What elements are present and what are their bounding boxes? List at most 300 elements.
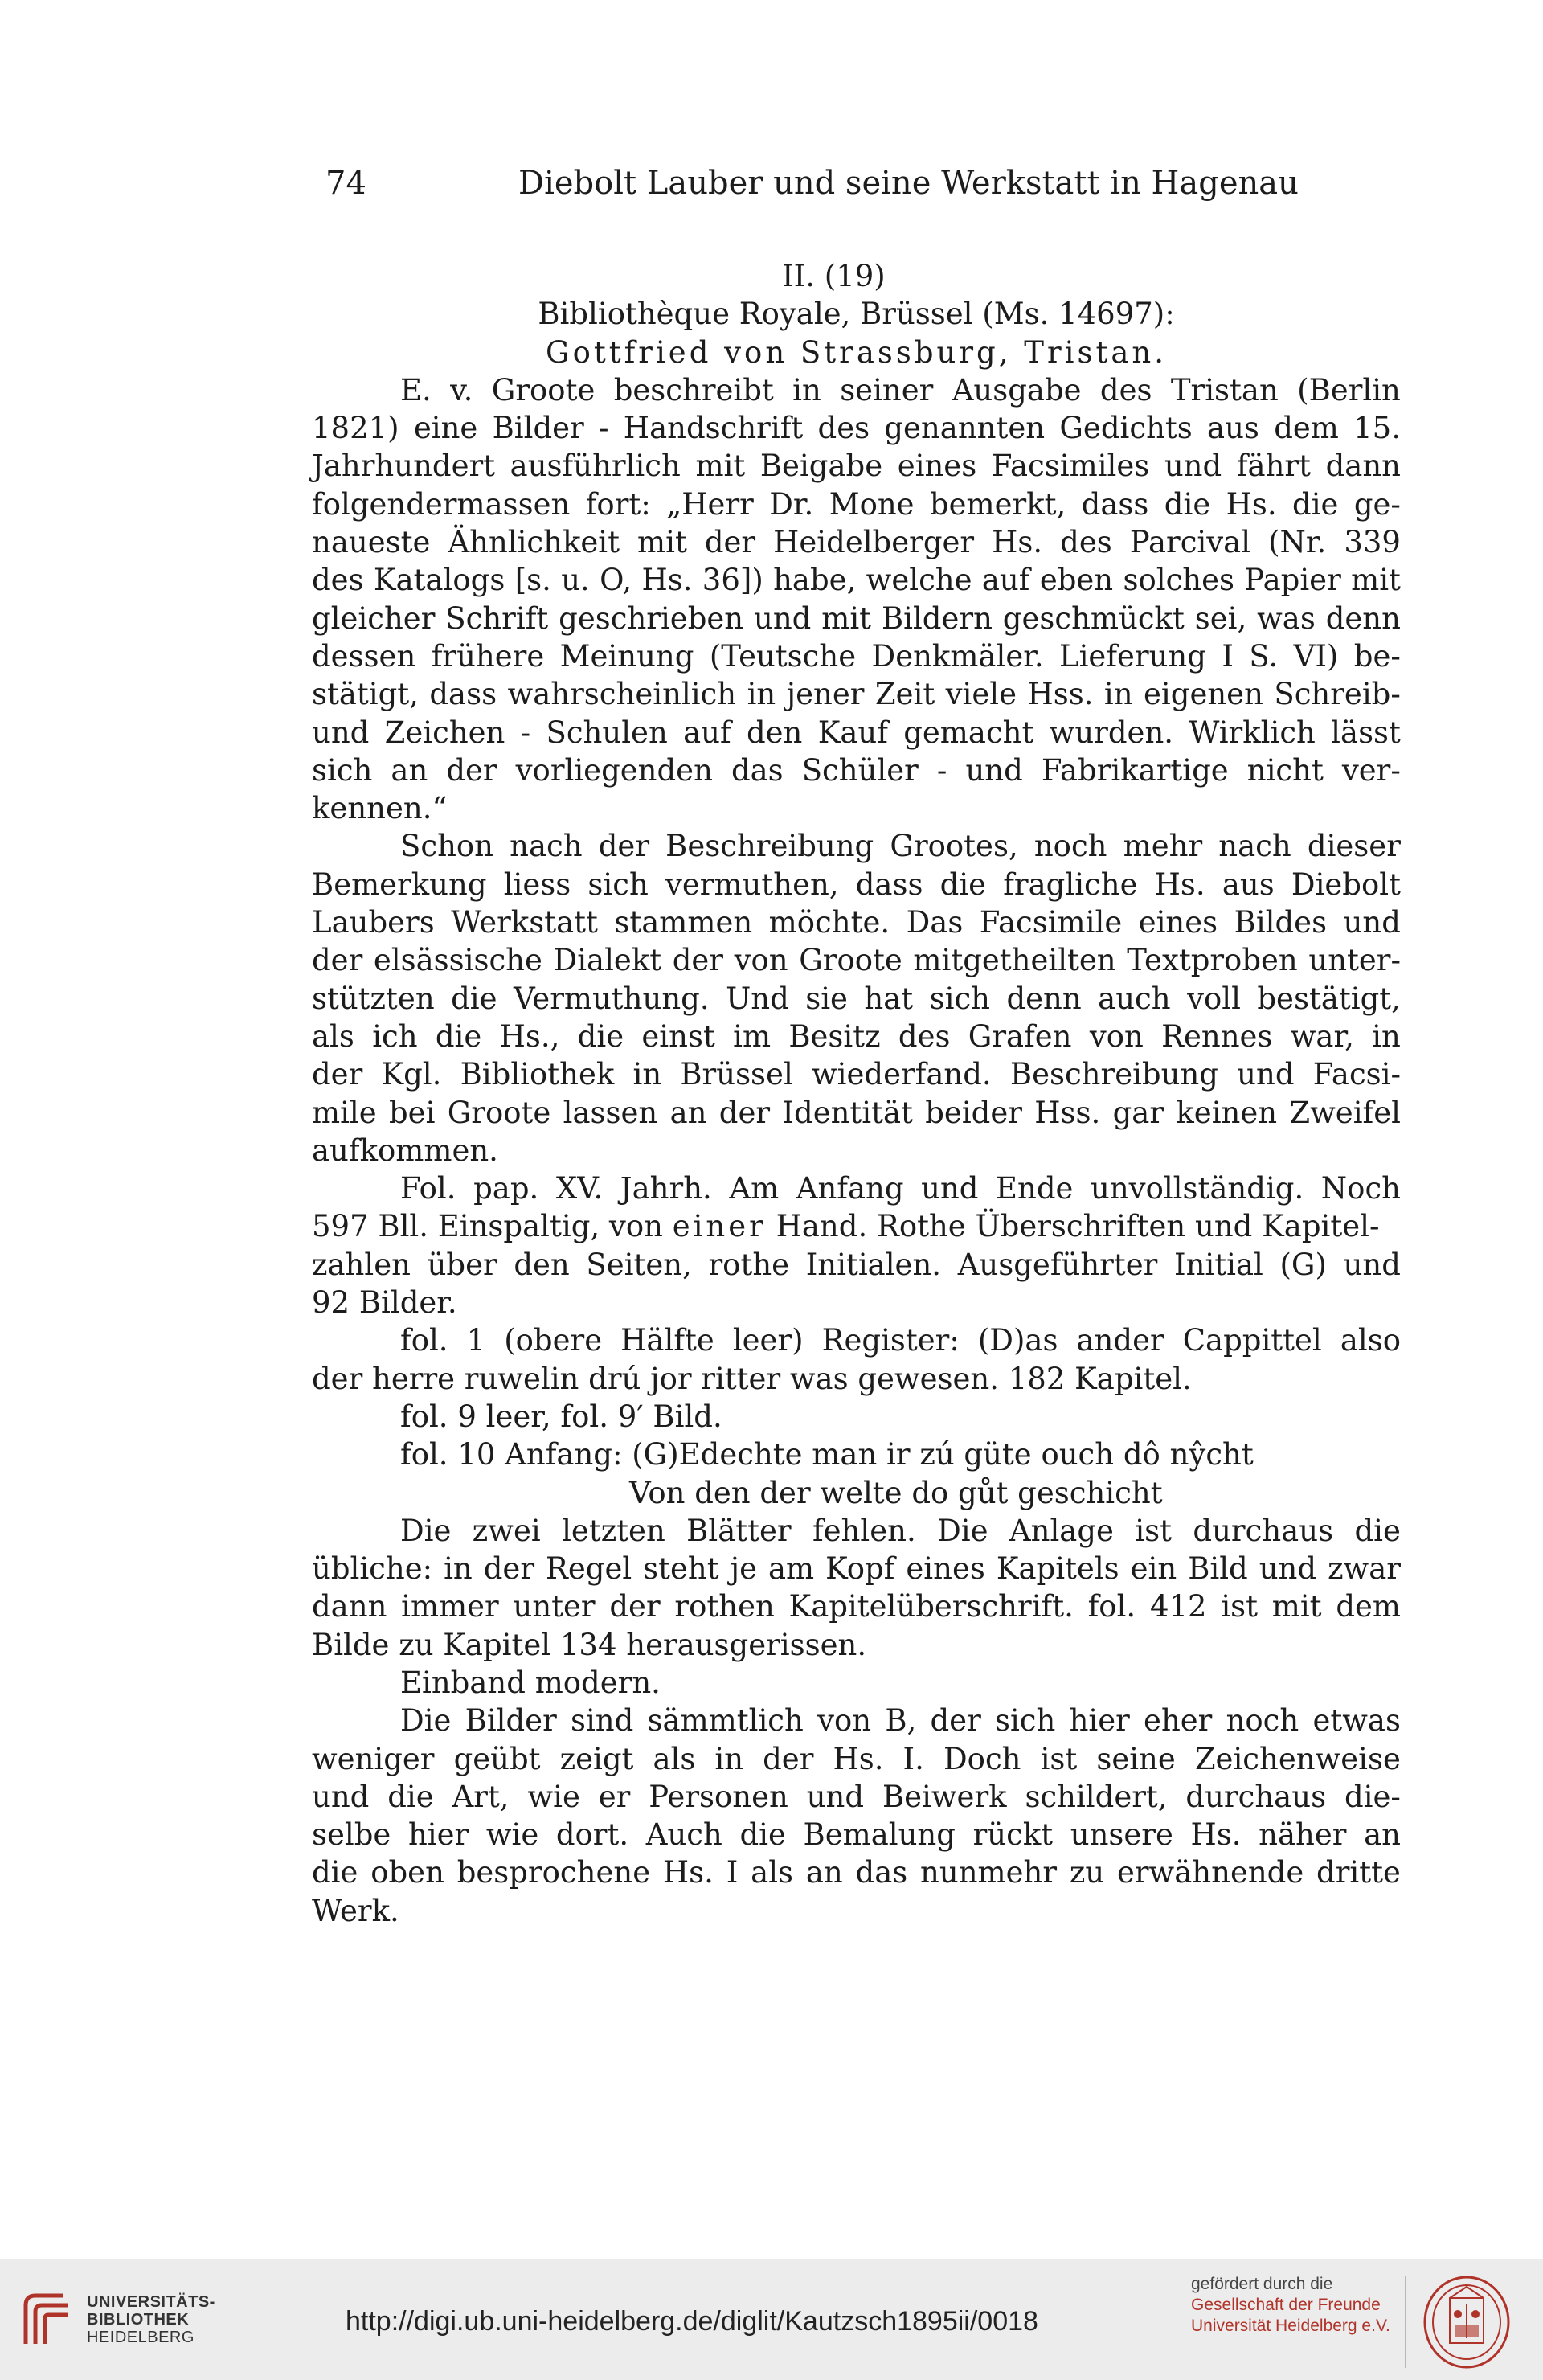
binding-note: Einband modern. [400, 1665, 661, 1700]
word: ist [1135, 1513, 1173, 1548]
word: sind [570, 1703, 634, 1739]
word: stammen [614, 905, 753, 940]
word: die [739, 1817, 786, 1853]
page-header [325, 165, 1398, 213]
word: Dialekt [553, 943, 662, 978]
library-name [87, 2293, 215, 2346]
word: und [965, 752, 1023, 788]
text-line: Bilde zu Kapitel 134 herausgerissen. [312, 1627, 867, 1662]
word: Anfang [796, 1171, 904, 1206]
word: wie [485, 1817, 539, 1853]
library-heading: Bibliothèque Royale, Brüssel (Ms. 14697): [538, 297, 1175, 332]
word: Die [400, 1513, 452, 1548]
word: den [746, 715, 803, 750]
word: Initialen. [805, 1247, 942, 1282]
word: sei, [1194, 600, 1247, 636]
paragraph-2 [312, 827, 1401, 1170]
word: ein [1130, 1551, 1177, 1587]
word: (Teutsche [709, 638, 857, 674]
word: der [609, 1589, 661, 1624]
word: in [632, 1057, 662, 1092]
word: Katalogs [373, 563, 505, 598]
word: möchte. [768, 905, 890, 940]
word: 36]) [702, 563, 763, 598]
word: 15. [1353, 411, 1401, 446]
word: über [427, 1247, 497, 1282]
library-name-line: HEIDELBERG [87, 2329, 194, 2346]
text-line [312, 675, 1401, 713]
word: Zeichen [384, 715, 505, 750]
word: von [1089, 1018, 1144, 1054]
word: Kopf [825, 1551, 895, 1587]
text-line [312, 447, 1401, 485]
word: am [767, 1551, 815, 1587]
text-line: aufkommen. [312, 1133, 498, 1168]
word: fährt [1236, 449, 1311, 484]
text-line [312, 637, 1401, 675]
word: Jahrh. [620, 1171, 712, 1206]
word: Groote [491, 372, 596, 408]
word: I [726, 1855, 739, 1890]
word: 1 [466, 1323, 486, 1358]
word: nunmehr [920, 1855, 1058, 1890]
word: fragliche [1003, 866, 1138, 902]
word: Beschreibung [1009, 1057, 1218, 1092]
word: geübt [453, 1741, 541, 1776]
word: dessen [312, 638, 416, 674]
text-line: Werk. [312, 1893, 399, 1928]
word: S. [1249, 638, 1279, 674]
word: keinen [1176, 1095, 1278, 1130]
sponsor-credit [1191, 2274, 1400, 2337]
text-line: 92 Bilder. [312, 1285, 457, 1321]
word: Dr. [769, 486, 814, 522]
word: E. [400, 372, 432, 408]
word: von [734, 943, 788, 978]
text-line [312, 1702, 1401, 1739]
work-title: Gottfried von Strassburg, Tristan. [546, 334, 1167, 370]
word: steht [643, 1551, 719, 1587]
word: ist [1040, 1741, 1078, 1776]
word: mehr [1123, 829, 1203, 864]
word: vorliegenden [515, 752, 713, 788]
word: B, [885, 1703, 917, 1739]
word: Blätter [686, 1513, 792, 1548]
word: und [806, 1779, 865, 1814]
word: 412 [1149, 1589, 1207, 1624]
sponsor-intro: gefördert durch die [1191, 2275, 1333, 2293]
word: die [1292, 486, 1339, 522]
library-name-line: UNIVERSITÄTS- [87, 2293, 215, 2311]
word: und [1259, 1551, 1317, 1587]
word: Bilder [465, 1703, 557, 1739]
word: Noch [1320, 1171, 1401, 1206]
word: denn [1006, 981, 1082, 1016]
word: der [704, 525, 756, 560]
text-line [312, 1854, 1401, 1891]
word: Schulen [546, 715, 668, 750]
word: Ausgabe [952, 372, 1082, 408]
word: Jahrhundert [312, 449, 496, 484]
word: gar [1112, 1095, 1164, 1130]
word: Hss. [1027, 677, 1094, 712]
word: der [930, 1703, 981, 1739]
word: u. [561, 563, 590, 598]
text-line [312, 1094, 1401, 1132]
word: geschrieben [559, 600, 744, 636]
word: Doch [943, 1741, 1021, 1776]
word: vermuthen, [665, 866, 839, 902]
word: die [387, 1779, 434, 1814]
word: Facsi- [1312, 1057, 1401, 1092]
word: der [763, 1741, 814, 1776]
word: Am [729, 1171, 780, 1206]
word: dass [855, 866, 923, 902]
word: in [444, 1551, 473, 1587]
digitization-footer [0, 2259, 1543, 2380]
text-line [312, 1778, 1401, 1816]
word: unsere [1070, 1817, 1173, 1853]
word: fol. [400, 1323, 448, 1358]
word: das [731, 752, 784, 788]
word: sich [312, 752, 373, 788]
word: und [1343, 905, 1401, 940]
word: geschmückt [1002, 600, 1185, 636]
word: Kgl. [381, 1057, 442, 1092]
word: und [1237, 1057, 1295, 1092]
text-line [312, 371, 1401, 409]
word: sich [587, 866, 649, 902]
word: Grafen [968, 1018, 1072, 1054]
emphasized-word: einer [672, 1209, 767, 1244]
word: was [1257, 600, 1316, 636]
word: Werkstatt [451, 905, 598, 940]
word: ander [1076, 1323, 1164, 1358]
word: Auch [645, 1817, 722, 1853]
word: des [312, 563, 364, 598]
word: Cappittel [1182, 1323, 1322, 1358]
word: Das [906, 905, 964, 940]
word: Papier [1244, 563, 1341, 598]
word: Bildes [1234, 905, 1328, 940]
word: ver- [1341, 752, 1401, 788]
word: Textproben [1127, 943, 1298, 978]
word: folgendermassen [312, 486, 571, 522]
word: Bildern [881, 600, 993, 636]
text-line [312, 1550, 1401, 1587]
word: dem [1336, 1589, 1401, 1624]
verse-line: Von den der welte do gůt geschicht [629, 1475, 1163, 1510]
word: durchaus [1193, 1513, 1334, 1548]
word: viele [945, 677, 1017, 712]
word: stützten [312, 981, 435, 1016]
word: Kapitelüberschrift. [788, 1589, 1074, 1624]
text-line [312, 866, 1401, 903]
word: eines [897, 449, 977, 484]
word: VI) [1293, 638, 1339, 674]
word: dass [429, 677, 497, 712]
word: Personen [649, 1779, 788, 1814]
word: der [718, 1095, 771, 1130]
word: Gedichts [1059, 411, 1193, 446]
word: näher [1259, 1817, 1347, 1853]
word: frühere [431, 638, 545, 674]
word: Brüssel [680, 1057, 793, 1092]
word: in [747, 677, 776, 712]
word: wahrscheinlich [507, 677, 737, 712]
word: Diebolt [1291, 866, 1401, 902]
paragraph-4 [312, 1512, 1401, 1664]
university-seal-icon [1421, 2274, 1513, 2370]
word: der [446, 752, 497, 788]
word: Schreib- [1274, 677, 1401, 712]
text-line [312, 903, 1401, 941]
word: noch [1033, 829, 1107, 864]
word: übliche: [312, 1551, 433, 1587]
word: mile [312, 1095, 377, 1130]
word: Ausgeführter [957, 1247, 1158, 1282]
word: sie [805, 981, 848, 1016]
word: Ende [996, 1171, 1074, 1206]
word: Grootes, [890, 829, 1018, 864]
text-line [312, 752, 1401, 789]
word: oben [370, 1855, 444, 1890]
word: mit [1271, 1589, 1322, 1624]
word: Groote [447, 1095, 551, 1130]
word: eher [1144, 1703, 1213, 1739]
text-line [312, 523, 1401, 561]
word: Beschreibung [665, 829, 874, 864]
word: Hss. [1034, 1095, 1101, 1130]
word: und [312, 715, 370, 750]
word: Anlage [1009, 1513, 1114, 1548]
word: als [312, 1018, 354, 1054]
text-line [312, 1816, 1401, 1854]
word: beschreibt [613, 372, 774, 408]
text-line [312, 1055, 1401, 1093]
word: nicht [1246, 752, 1324, 788]
word: Facsimile [979, 905, 1123, 940]
word: die [451, 981, 497, 1016]
word: eigenen [1144, 677, 1263, 712]
word: fol. [1087, 1589, 1136, 1624]
word: stätigt, [312, 677, 419, 712]
word: 1821) [312, 411, 399, 446]
text-fragment: 597 Bll. Einspaltig, von [312, 1209, 663, 1244]
word: unvollständig. [1091, 1171, 1304, 1206]
word: den [514, 1247, 570, 1282]
word: eben [1039, 563, 1114, 598]
word: rothen [674, 1589, 775, 1624]
text-line [312, 1512, 1401, 1550]
word: habe, [773, 563, 857, 598]
word: Hs. [1226, 486, 1277, 522]
word: Mone [829, 486, 915, 522]
word: an [669, 1095, 707, 1130]
text-line [312, 941, 1401, 979]
word: der [312, 1057, 363, 1092]
word: ausführlich [510, 449, 681, 484]
word: ge- [1353, 486, 1401, 522]
word: und [1164, 449, 1222, 484]
word: - [599, 411, 609, 446]
text-line [312, 600, 1401, 637]
text-line [312, 409, 1401, 447]
folio-entry-cont: der herre ruwelin drú jor ritter was gewesen. 182 Kapitel. [312, 1361, 1192, 1396]
paragraph-3 [312, 1170, 1401, 1321]
word: Zeit [874, 677, 935, 712]
word: Tristan [1170, 372, 1279, 408]
word: dann [312, 1589, 387, 1624]
word: (Berlin [1297, 372, 1401, 408]
word: Zweifel [1289, 1095, 1401, 1130]
word: bei [388, 1095, 436, 1130]
text-line [312, 1170, 1401, 1207]
word: rothe [708, 1247, 790, 1282]
word: Parcival [1129, 525, 1251, 560]
word: und [1343, 1247, 1401, 1282]
word: Lieferung [1059, 638, 1206, 674]
word: die [312, 1855, 358, 1890]
word: Laubers [312, 905, 435, 940]
word: ich [372, 1018, 418, 1054]
running-head: Diebolt Lauber und seine Werkstatt in Hagenau [518, 165, 1299, 202]
word: 339 [1344, 525, 1401, 560]
word: je [730, 1551, 757, 1587]
text-line [312, 827, 1401, 865]
word: welche [866, 563, 972, 598]
word: als [751, 1855, 794, 1890]
word: die [435, 1018, 482, 1054]
word: Meinung [559, 638, 694, 674]
word: Schüler [801, 752, 919, 788]
word: unter- [1308, 943, 1401, 978]
word: mitgetheilten [913, 943, 1116, 978]
page-number: 74 [325, 165, 366, 202]
word: er [598, 1779, 631, 1814]
word: hat [864, 981, 914, 1016]
library-name-line: BIBLIOTHEK [87, 2311, 190, 2329]
word: auch [1098, 981, 1171, 1016]
text-line: kennen.“ [312, 791, 448, 826]
word: noch [1226, 1703, 1299, 1739]
word: Kapitels [996, 1551, 1119, 1587]
word: und [312, 1779, 370, 1814]
word: zwar [1328, 1551, 1401, 1587]
word: von [817, 1703, 872, 1739]
word: [s. [514, 563, 551, 598]
word: Hälfte [620, 1323, 714, 1358]
word: seiner [840, 372, 934, 408]
text-line [312, 561, 1401, 599]
word: immer [401, 1589, 499, 1624]
word: die [577, 1018, 624, 1054]
word: zu [1069, 1855, 1105, 1890]
word: rückt [972, 1817, 1054, 1853]
word: des [1060, 525, 1112, 560]
word: Fol. [400, 1171, 456, 1206]
word: selbe [312, 1817, 391, 1853]
word: hier [1069, 1703, 1130, 1739]
word: Fabrikartige [1041, 752, 1229, 788]
word: Besitz [788, 1018, 881, 1054]
word: hier [407, 1817, 469, 1853]
word: zeigt [559, 1741, 634, 1776]
word: der [672, 943, 723, 978]
word: letzten [562, 1513, 665, 1548]
word: Die [400, 1703, 452, 1739]
word: des [898, 1018, 951, 1054]
word: Seiten, [586, 1247, 692, 1282]
word: dritte [1316, 1855, 1401, 1890]
word: Hs., [499, 1018, 560, 1054]
word: seine [1096, 1741, 1176, 1776]
word: Schrift [445, 600, 549, 636]
word: gleicher [312, 600, 436, 636]
word: Bemerkung [312, 866, 487, 902]
word: mit [821, 600, 872, 636]
word: liess [503, 866, 571, 902]
word: jener [786, 677, 865, 712]
word: der [483, 1551, 535, 1587]
word: Denkmäler. [871, 638, 1044, 674]
word: Bilder [492, 411, 584, 446]
sponsor-name: Gesellschaft der Freunde [1191, 2296, 1381, 2314]
word: bestätigt, [1257, 981, 1401, 1016]
word: also [1340, 1323, 1401, 1358]
word: mit [1351, 563, 1401, 598]
text-line [312, 714, 1401, 752]
word: fort: [585, 486, 651, 522]
word: Hs. [992, 525, 1043, 560]
word: des [1099, 372, 1152, 408]
word: (D)as [977, 1323, 1058, 1358]
word: (Nr. [1268, 525, 1327, 560]
word: sich [994, 1703, 1056, 1739]
word: Hs. [1190, 1817, 1242, 1853]
word: Die [937, 1513, 988, 1548]
word: das [855, 1855, 908, 1890]
word: Identität [782, 1095, 913, 1130]
word: weniger [312, 1741, 435, 1776]
word: zahlen [312, 1247, 411, 1282]
word: Bibliothek [460, 1057, 615, 1092]
word: Ähnlichkeit [448, 525, 620, 560]
permalink-url[interactable]: http://digi.ub.uni-heidelberg.de/diglit/Kautzsch1895ii/0018 [346, 2306, 1038, 2337]
word: I [1222, 638, 1234, 674]
word: elsässische [373, 943, 542, 978]
word: nach [1218, 829, 1291, 864]
word: der [598, 829, 650, 864]
word: erwähnende [1116, 1855, 1304, 1890]
word: gemacht [903, 715, 1034, 750]
word: wurden. [1049, 715, 1174, 750]
word: Vermuthung. [513, 981, 710, 1016]
text-line [312, 1587, 1401, 1625]
text-line [312, 1740, 1401, 1778]
word: genannten [884, 411, 1046, 446]
folio-entry: fol. 10 Anfang: (G)Edechte man ir zú güte ouch dô nŷcht [400, 1437, 1254, 1473]
word: Initial [1173, 1247, 1263, 1282]
word: besprochene [456, 1855, 651, 1890]
word: Hs. [833, 1741, 884, 1776]
word: in [714, 1741, 744, 1776]
word: nach [510, 829, 583, 864]
word: aus [1207, 411, 1259, 446]
word: und [754, 600, 812, 636]
divider [1405, 2276, 1406, 2368]
word: mit [637, 525, 687, 560]
